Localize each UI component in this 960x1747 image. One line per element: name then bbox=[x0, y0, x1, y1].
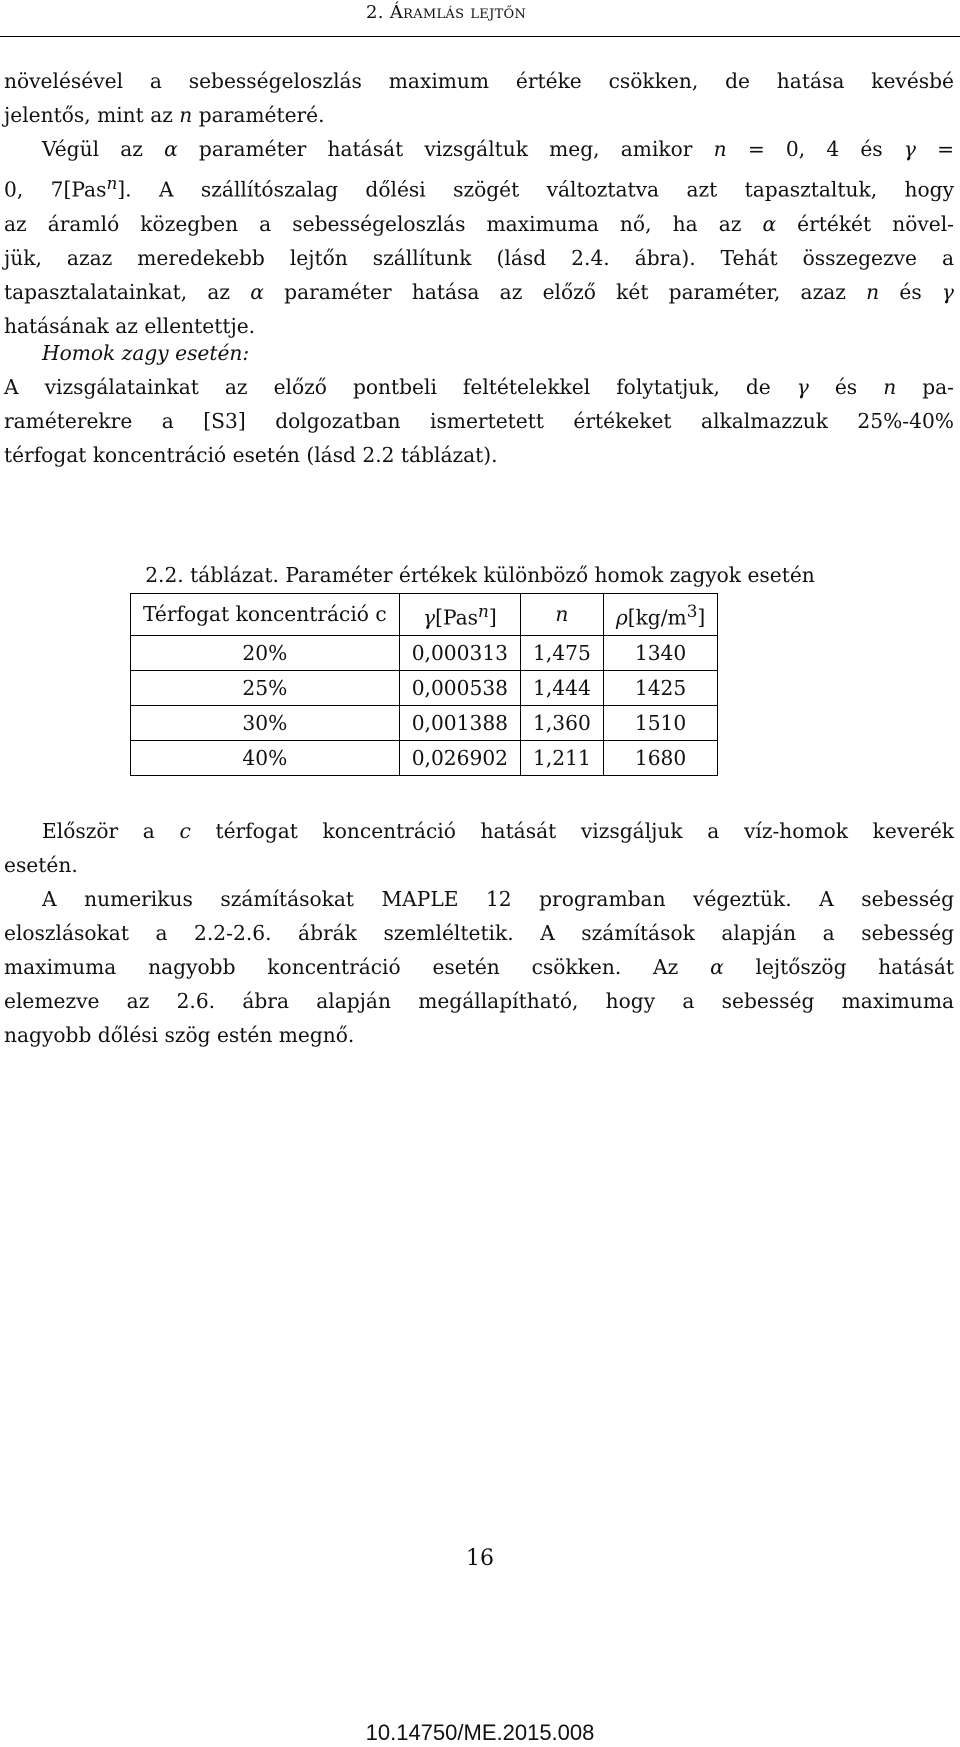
text-run: értékét növel- bbox=[776, 211, 954, 236]
math-symbol: α bbox=[164, 137, 178, 161]
text-run: 0, 7[Pas bbox=[4, 177, 107, 202]
text-line: nagyobb dőlési szög estén megnő. bbox=[4, 1023, 355, 1047]
text-line: raméterekre a [S3] dolgozatban ismertetett értékeket alkalmazzuk 25%-40% bbox=[4, 409, 954, 433]
table-cell: 0,000538 bbox=[399, 670, 520, 705]
math-symbol: n bbox=[179, 103, 193, 127]
text-run: paraméteré. bbox=[192, 103, 325, 127]
table-row bbox=[131, 740, 718, 775]
text-line: hatásának az ellentettje. bbox=[4, 313, 256, 338]
header-cell bbox=[603, 594, 717, 636]
running-header bbox=[0, 0, 960, 37]
text-line bbox=[4, 166, 954, 207]
text-run: tapasztalatainkat, az bbox=[4, 279, 251, 304]
superscript: n bbox=[478, 601, 489, 621]
text-line bbox=[4, 98, 954, 132]
table-row bbox=[131, 705, 718, 740]
text-run: = 0, 4 és bbox=[726, 137, 904, 161]
paragraph-1 bbox=[4, 64, 954, 132]
header-cell bbox=[399, 594, 520, 636]
text-line bbox=[4, 370, 954, 404]
text-line bbox=[4, 275, 954, 309]
paragraph-2 bbox=[4, 132, 954, 343]
table-header-row bbox=[131, 594, 718, 636]
text-run: = bbox=[915, 137, 955, 161]
text-line bbox=[4, 207, 954, 241]
paragraph-4 bbox=[4, 814, 954, 882]
table-cell: 25% bbox=[131, 670, 400, 705]
text-run: paraméter hatását vizsgáltuk meg, amikor bbox=[177, 137, 714, 161]
section-heading-block bbox=[4, 336, 954, 370]
text-line: esetén. bbox=[4, 853, 78, 877]
text-run: jelentős, mint az bbox=[4, 103, 180, 127]
chapter-number: 2. bbox=[366, 2, 384, 23]
table-cell: 1680 bbox=[603, 740, 717, 775]
math-symbol: γ bbox=[796, 375, 809, 399]
text-run: ] bbox=[697, 605, 706, 630]
table-row bbox=[131, 635, 718, 670]
math-symbol: γ bbox=[903, 137, 916, 161]
superscript: 3 bbox=[686, 601, 698, 621]
text-line: térfogat koncentráció esetén (lásd 2.2 táblázat). bbox=[4, 443, 498, 467]
text-run: Először a bbox=[42, 819, 180, 843]
header-cell: n bbox=[521, 594, 604, 636]
header-cell: Térfogat koncentráció c bbox=[131, 594, 400, 636]
text-run: maximuma nagyobb koncentráció esetén csökken. Az bbox=[4, 955, 711, 979]
text-run: ] bbox=[488, 605, 497, 630]
math-symbol: α bbox=[710, 955, 724, 979]
superscript: n bbox=[106, 173, 118, 193]
text-line bbox=[4, 950, 954, 984]
math-symbol: γ bbox=[941, 279, 954, 304]
section-heading-text: Homok zagy esetén: bbox=[42, 341, 250, 365]
table-cell: 0,000313 bbox=[399, 635, 520, 670]
text-line: növelésével a sebességeloszlás maximum értéke csökken, de hatása kevésbé bbox=[4, 69, 954, 93]
math-symbol: n bbox=[883, 375, 897, 399]
table-cell: 1,211 bbox=[521, 740, 604, 775]
text-line bbox=[4, 814, 954, 848]
text-run: pa- bbox=[896, 375, 954, 399]
page-number: 16 bbox=[466, 1546, 494, 1571]
chapter-heading bbox=[366, 2, 526, 23]
text-run: A vizsgálatainkat az előző pontbeli feltételekkel folytatjuk, de bbox=[4, 375, 797, 399]
text-line: elemezve az 2.6. ábra alapján megállapítható, hogy a sebesség maximuma bbox=[4, 989, 954, 1013]
parameter-table bbox=[130, 593, 718, 776]
text-run: [Pas bbox=[435, 605, 479, 630]
table-cell: 1425 bbox=[603, 670, 717, 705]
table-caption: 2.2. táblázat. Paraméter értékek különböző homok zagyok esetén bbox=[145, 563, 815, 587]
table-cell: 30% bbox=[131, 705, 400, 740]
math-symbol: n bbox=[866, 279, 880, 304]
doi-footer: 10.14750/ME.2015.008 bbox=[365, 1720, 595, 1745]
math-symbol: α bbox=[762, 211, 777, 236]
table-cell: 1,444 bbox=[521, 670, 604, 705]
table-cell: 1,360 bbox=[521, 705, 604, 740]
table-cell: 1510 bbox=[603, 705, 717, 740]
text-run: [kg/m bbox=[627, 605, 687, 630]
text-run: térfogat koncentráció hatását vizsgáljuk a víz-homok keverék bbox=[190, 819, 954, 843]
text-run: lejtőszög hatását bbox=[723, 955, 955, 979]
text-run: és bbox=[879, 279, 942, 304]
table-cell: 1,475 bbox=[521, 635, 604, 670]
math-symbol: n bbox=[713, 137, 727, 161]
text-line: jük, azaz meredekebb lejtőn szállítunk (lásd 2.4. ábra). Tehát összegezve a bbox=[4, 245, 954, 270]
paragraph-5 bbox=[4, 882, 954, 1052]
text-run: Végül az bbox=[42, 137, 165, 161]
table-cell: 40% bbox=[131, 740, 400, 775]
text-run: ]. A szállítószalag dőlési szögét változtatva azt tapasztaltuk, hogy bbox=[117, 177, 954, 202]
paragraph-3 bbox=[4, 370, 954, 472]
section-heading bbox=[4, 336, 954, 370]
math-symbol: ρ bbox=[615, 605, 628, 630]
math-symbol: α bbox=[250, 279, 264, 304]
text-line bbox=[4, 132, 954, 166]
table-cell: 1340 bbox=[603, 635, 717, 670]
text-run: és bbox=[808, 375, 884, 399]
table-cell: 0,026902 bbox=[399, 740, 520, 775]
text-run: az áramló közegben a sebességeloszlás maximuma nő, ha az bbox=[4, 211, 763, 236]
math-symbol: γ bbox=[422, 605, 436, 630]
chapter-title: Áramlás lejtőn bbox=[389, 2, 527, 23]
table-row bbox=[131, 670, 718, 705]
table-cell: 20% bbox=[131, 635, 400, 670]
text-line: eloszlásokat a 2.2-2.6. ábrák szemléltetik. A számítások alapján a sebesség bbox=[4, 921, 954, 945]
text-run: paraméter hatása az előző két paraméter, azaz bbox=[263, 279, 867, 304]
table-cell: 0,001388 bbox=[399, 705, 520, 740]
text-line: A numerikus számításokat MAPLE 12 programban végeztük. A sebesség bbox=[42, 887, 954, 911]
math-symbol: c bbox=[179, 819, 191, 843]
